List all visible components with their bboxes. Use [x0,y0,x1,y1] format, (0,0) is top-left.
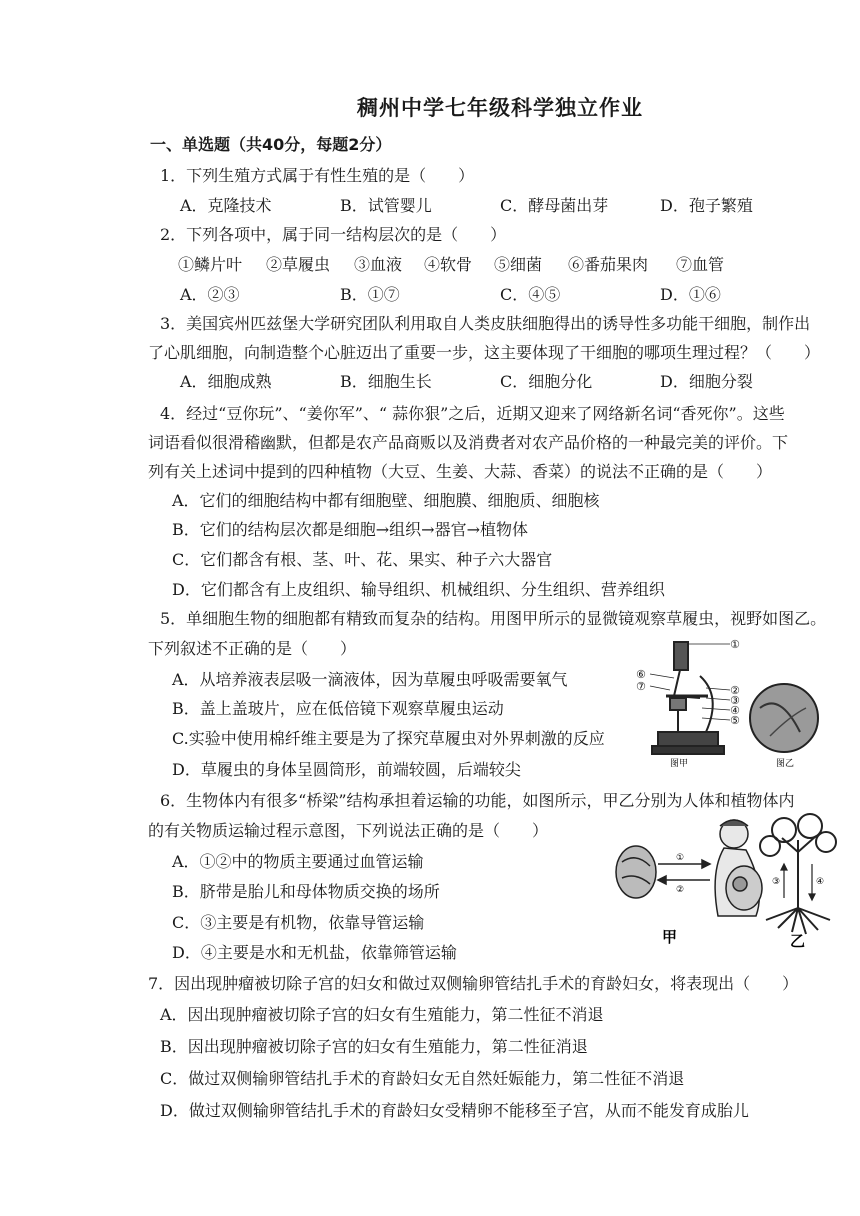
q4-option-b: B．它们的结构层次都是细胞→组织→器官→植物体 [172,520,528,539]
q5-line-1: 5．单细胞生物的细胞都有精致而复杂的结构。用图甲所示的显微镜观察草履虫，视野如图乙。 [160,609,827,628]
q6-option-b: B．脐带是胎儿和母体物质交换的场所 [172,882,440,901]
svg-text:③: ③ [772,877,781,887]
q2-item-4: ④软骨 [424,255,473,274]
q5-line-2: 下列叙述不正确的是（ ） [148,639,357,658]
pregnant-woman-icon [715,820,762,916]
q3-line-2: 了心肌细胞，向制造整个心脏迈出了重要一步，这主要体现了干细胞的哪项生理过程？（ ） [148,343,821,362]
q1-option-d: D．孢子繁殖 [660,196,753,215]
q7-stem: 7．因出现肿瘤被切除子宫的妇女和做过双侧输卵管结扎手术的育龄妇女，将表现出（ ） [148,974,799,993]
page-title: 稠州中学七年级科学独立作业 [357,96,643,120]
q5-option-d: D．草履虫的身体呈圆筒形，前端较圆，后端较尖 [172,760,521,779]
fig-b-caption: 图乙 [776,759,795,769]
fig-a-caption: 图甲 [670,759,689,769]
q2-item-1: ①鳞片叶 [178,255,243,274]
q2-option-b: B．①⑦ [340,285,400,304]
q5-option-a: A．从培养液表层吸一滴液体，因为草履虫呼吸需要氧气 [172,670,568,689]
q1-option-b: B．试管婴儿 [340,196,432,215]
section-heading: 一、单选题（共40分，每题2分） [150,135,392,154]
q7-option-a: A．因出现肿瘤被切除子宫的妇女有生殖能力，第二性征不消退 [160,1005,604,1024]
label-1: ① [730,638,740,651]
q1-stem: 1．下列生殖方式属于有性生殖的是（ ） [160,166,475,185]
label-7: ⑦ [636,680,646,693]
q4-option-a: A．它们的细胞结构中都有细胞壁、细胞膜、细胞质、细胞核 [172,491,600,510]
q2-item-6: ⑥番茄果肉 [568,255,649,274]
fig6-caption-b: 乙 [790,932,806,948]
q1-option-a: A．克隆技术 [180,196,272,215]
label-5: ⑤ [730,714,740,727]
microscope-icon [652,642,724,754]
svg-text:②: ② [676,885,685,895]
q2-option-c: C．④⑤ [500,285,561,304]
svg-text:④: ④ [816,877,825,887]
q6-line-2: 的有关物质运输过程示意图，下列说法正确的是（ ） [148,821,549,840]
microscope-figure [630,636,820,770]
q2-option-a: A．②③ [180,285,240,304]
q5-option-b: B．盖上盖玻片，应在低倍镜下观察草履虫运动 [172,699,504,718]
fig6-caption-a: 甲 [662,928,678,946]
q1-option-c: C．酵母菌出芽 [500,196,609,215]
transport-figure [606,812,838,948]
q2-stem: 2．下列各项中，属于同一结构层次的是（ ） [160,225,507,244]
q7-option-c: C．做过双侧输卵管结扎手术的育龄妇女无自然妊娠能力，第二性征不消退 [160,1069,685,1088]
tree-icon [760,814,836,934]
label-2: ② [730,684,740,697]
q1-options [180,193,820,216]
field-of-view-icon [750,684,818,752]
label-3: ③ [730,694,740,707]
q5-option-c: C.实验中使用棉纤维主要是为了探究草履虫对外界刺激的反应 [172,729,605,748]
q6-option-d: D．④主要是水和无机盐，依靠筛管运输 [172,943,457,962]
q3-line-1: 3．美国宾州匹兹堡大学研究团队利用取自人类皮肤细胞得出的诱导性多功能干细胞，制作出 [160,314,811,333]
q3-option-b: B．细胞生长 [340,372,432,391]
label-6: ⑥ [636,668,646,681]
q3-option-a: A．细胞成熟 [180,372,272,391]
q6-option-c: C．③主要是有机物，依靠导管运输 [172,913,425,932]
placenta-icon [616,846,656,898]
q7-option-b: B．因出现肿瘤被切除子宫的妇女有生殖能力，第二性征消退 [160,1037,588,1056]
q4-line-1: 4．经过“豆你玩”、“姜你军”、“ 蒜你狠”之后，近期又迎来了网络新名词“香死你”。这些 [160,404,785,423]
q3-option-d: D．细胞分裂 [660,372,753,391]
q4-line-2: 词语看似很滑稽幽默，但都是农产品商贩以及消费者对农产品价格的一种最完美的评价。下 [148,433,789,452]
q6-option-a: A．①②中的物质主要通过血管运输 [172,852,424,871]
q2-item-3: ③血液 [354,255,403,274]
q4-option-c: C．它们都含有根、茎、叶、花、果实、种子六大器官 [172,550,553,569]
q2-item-5: ⑤细菌 [494,255,543,274]
q7-option-d: D．做过双侧输卵管结扎手术的育龄妇女受精卵不能移至子宫，从而不能发育成胎儿 [160,1101,749,1120]
q2-items [178,252,748,275]
label-4: ④ [730,704,740,717]
svg-text:①: ① [676,853,685,863]
q2-item-7: ⑦血管 [676,255,725,274]
q6-line-1: 6．生物体内有很多“桥梁”结构承担着运输的功能，如图所示，甲乙分别为人体和植物体内 [160,791,795,810]
q3-option-c: C．细胞分化 [500,372,593,391]
q4-option-d: D．它们都含有上皮组织、输导组织、机械组织、分生组织、营养组织 [172,580,665,599]
q2-option-d: D．①⑥ [660,285,721,304]
q4-line-3: 列有关上述词中提到的四种植物（大豆、生姜、大蒜、香菜）的说法不正确的是（ ） [148,462,773,481]
q3-options [180,369,820,392]
q2-options [180,282,820,305]
q2-item-2: ②草履虫 [266,255,331,274]
